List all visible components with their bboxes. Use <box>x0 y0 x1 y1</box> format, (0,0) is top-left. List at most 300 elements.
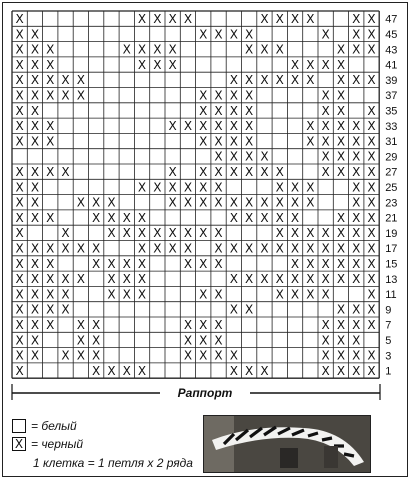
black-stitch-cell: X <box>46 272 55 287</box>
black-stitch-cell: X <box>46 287 55 302</box>
black-stitch-cell: X <box>199 287 208 302</box>
black-stitch-cell: X <box>321 241 330 256</box>
black-stitch-cell: X <box>275 195 284 210</box>
black-stitch-cell: X <box>183 11 193 26</box>
black-stitch-cell: X <box>168 195 177 210</box>
black-stitch-cell: X <box>15 317 24 332</box>
black-stitch-cell: X <box>168 180 177 195</box>
black-stitch-cell: X <box>260 164 269 179</box>
black-stitch-cell: X <box>275 11 284 26</box>
black-stitch-cell: X <box>30 348 40 363</box>
black-stitch-cell: X <box>137 42 147 57</box>
row-number: 39 <box>385 74 398 87</box>
black-stitch-cell: X <box>336 333 346 348</box>
black-stitch-cell: X <box>46 256 55 271</box>
black-stitch-cell: X <box>15 195 24 210</box>
black-stitch-cell: X <box>275 180 284 195</box>
black-stitch-cell: X <box>352 42 361 57</box>
black-stitch-cell: X <box>321 348 330 363</box>
black-stitch-cell: X <box>367 73 376 88</box>
black-stitch-cell: X <box>306 119 315 134</box>
black-stitch-cell: X <box>92 333 101 348</box>
black-stitch-cell: X <box>15 272 24 287</box>
black-stitch-cell: X <box>214 180 223 195</box>
rapport-label: Раппорт <box>177 386 233 400</box>
black-stitch-cell: X <box>245 363 254 378</box>
black-stitch-cell: X <box>336 272 346 287</box>
black-stitch-cell: X <box>260 195 269 210</box>
black-stitch-cell: X <box>46 42 55 57</box>
black-stitch-cell: X <box>352 164 361 179</box>
black-stitch-cell: X <box>15 42 24 57</box>
black-stitch-cell: X <box>137 11 147 26</box>
black-stitch-cell: X <box>30 317 40 332</box>
black-stitch-cell: X <box>336 210 346 225</box>
black-stitch-cell: X <box>321 134 330 149</box>
black-stitch-cell: X <box>367 180 376 195</box>
black-stitch-cell: X <box>199 180 208 195</box>
black-stitch-cell: X <box>245 73 254 88</box>
row-number: 3 <box>385 350 392 363</box>
black-stitch-cell: X <box>199 195 208 210</box>
black-stitch-cell: X <box>260 73 269 88</box>
black-stitch-cell: X <box>367 11 376 26</box>
black-stitch-cell: X <box>30 27 40 42</box>
black-stitch-cell: X <box>153 42 162 57</box>
black-stitch-cell: X <box>15 256 24 271</box>
black-stitch-cell: X <box>229 241 238 256</box>
black-stitch-cell: X <box>229 27 238 42</box>
black-stitch-cell: X <box>92 195 101 210</box>
black-stitch-cell: X <box>260 11 269 26</box>
black-stitch-cell: X <box>15 164 24 179</box>
black-stitch-cell: X <box>352 149 361 164</box>
row-number: 27 <box>385 166 398 179</box>
black-stitch-cell: X <box>336 164 346 179</box>
row-number: 33 <box>385 120 398 133</box>
black-stitch-cell: X <box>245 164 254 179</box>
black-stitch-cell: X <box>352 302 361 317</box>
black-stitch-cell: X <box>46 302 55 317</box>
black-stitch-cell: X <box>168 57 177 72</box>
black-stitch-cell: X <box>30 134 40 149</box>
black-stitch-cell: X <box>183 226 193 241</box>
black-stitch-cell: X <box>245 119 254 134</box>
row-number: 41 <box>385 59 398 72</box>
black-stitch-cell: X <box>214 317 223 332</box>
black-stitch-cell: X <box>336 302 346 317</box>
black-stitch-cell: X <box>199 27 208 42</box>
black-stitch-cell: X <box>214 195 223 210</box>
row-number: 13 <box>385 273 398 286</box>
black-stitch-cell: X <box>199 317 208 332</box>
black-stitch-cell: X <box>76 272 85 287</box>
black-stitch-cell: X <box>229 134 238 149</box>
black-stitch-cell: X <box>367 287 376 302</box>
black-stitch-cell: X <box>30 42 40 57</box>
black-stitch-cell: X <box>15 333 24 348</box>
black-stitch-cell: X <box>214 88 223 103</box>
black-stitch-cell: X <box>336 134 346 149</box>
black-stitch-cell: X <box>137 241 147 256</box>
black-stitch-cell: X <box>352 180 361 195</box>
black-stitch-cell: X <box>352 348 361 363</box>
black-stitch-cell: X <box>30 333 40 348</box>
black-stitch-cell: X <box>229 149 238 164</box>
black-stitch-cell: X <box>15 11 24 26</box>
black-stitch-cell: X <box>168 241 177 256</box>
black-stitch-cell: X <box>168 164 177 179</box>
black-stitch-cell: X <box>199 333 208 348</box>
black-stitch-cell: X <box>214 27 223 42</box>
black-stitch-cell: X <box>15 73 24 88</box>
black-stitch-cell: X <box>199 134 208 149</box>
black-stitch-cell: X <box>122 363 131 378</box>
black-stitch-cell: X <box>367 363 376 378</box>
black-stitch-cell: X <box>92 363 101 378</box>
black-stitch-cell: X <box>183 241 193 256</box>
black-stitch-cell: X <box>122 210 131 225</box>
black-stitch-cell: X <box>199 164 208 179</box>
black-stitch-cell: X <box>352 272 361 287</box>
black-stitch-cell: X <box>199 256 208 271</box>
black-stitch-cell: X <box>367 195 376 210</box>
black-stitch-cell: X <box>199 226 208 241</box>
black-stitch-cell: X <box>61 287 70 302</box>
black-stitch-cell: X <box>352 333 361 348</box>
black-stitch-cell: X <box>61 226 70 241</box>
black-stitch-cell: X <box>214 226 223 241</box>
black-stitch-cell: X <box>260 363 269 378</box>
black-stitch-cell: X <box>107 256 116 271</box>
black-stitch-cell: X <box>183 256 193 271</box>
black-stitch-cell: X <box>352 256 361 271</box>
black-stitch-cell: X <box>214 134 223 149</box>
black-stitch-cell: X <box>290 226 300 241</box>
black-stitch-cell: X <box>260 272 269 287</box>
black-stitch-cell: X <box>321 317 330 332</box>
knitted-stole-photo <box>203 415 371 473</box>
black-stitch-cell: X <box>245 241 254 256</box>
row-number: 11 <box>385 289 397 302</box>
black-stitch-cell: X <box>214 348 223 363</box>
black-stitch-cell: X <box>30 302 40 317</box>
black-stitch-cell: X <box>306 180 315 195</box>
black-stitch-cell: X <box>336 317 346 332</box>
black-stitch-cell: X <box>168 226 177 241</box>
black-stitch-cell: X <box>229 363 238 378</box>
black-stitch-cell: X <box>321 272 330 287</box>
black-stitch-cell: X <box>275 272 284 287</box>
black-stitch-cell: X <box>107 272 116 287</box>
black-stitch-cell: X <box>229 195 238 210</box>
black-stitch-cell: X <box>229 103 238 118</box>
black-stitch-cell: X <box>137 210 147 225</box>
black-stitch-cell: X <box>352 210 361 225</box>
row-number: 35 <box>385 105 398 118</box>
black-stitch-cell: X <box>76 73 85 88</box>
black-stitch-cell: X <box>290 272 300 287</box>
black-stitch-cell: X <box>153 57 162 72</box>
black-stitch-cell: X <box>367 226 376 241</box>
black-stitch-cell: X <box>92 317 101 332</box>
black-stitch-cell: X <box>336 226 346 241</box>
black-stitch-cell: X <box>153 11 162 26</box>
black-stitch-cell: X <box>15 348 24 363</box>
black-stitch-cell: X <box>245 88 254 103</box>
black-stitch-cell: X <box>336 348 346 363</box>
black-stitch-cell: X <box>306 134 315 149</box>
row-number: 43 <box>385 44 398 57</box>
black-stitch-cell: X <box>367 149 376 164</box>
black-stitch-cell: X <box>30 103 40 118</box>
black-stitch-cell: X <box>321 363 330 378</box>
black-stitch-cell: X <box>92 256 101 271</box>
row-number: 23 <box>385 197 398 210</box>
row-number: 19 <box>385 227 398 240</box>
black-stitch-cell: X <box>183 180 193 195</box>
black-stitch-cell: X <box>183 348 193 363</box>
black-stitch-cell: X <box>290 287 300 302</box>
black-stitch-cell: X <box>352 241 361 256</box>
black-stitch-cell: X <box>245 302 254 317</box>
black-stitch-cell: X <box>15 27 24 42</box>
black-stitch-cell: X <box>290 73 300 88</box>
black-stitch-cell: X <box>137 256 147 271</box>
black-stitch-cell: X <box>260 241 269 256</box>
black-stitch-cell: X <box>245 42 254 57</box>
black-stitch-cell: X <box>214 149 223 164</box>
black-stitch-cell: X <box>92 210 101 225</box>
black-stitch-cell: X <box>199 103 208 118</box>
black-stitch-cell: X <box>214 241 223 256</box>
black-stitch-cell: X <box>321 256 330 271</box>
black-stitch-cell: X <box>168 11 177 26</box>
row-number: 9 <box>385 304 392 317</box>
black-stitch-cell: X <box>46 119 55 134</box>
black-stitch-cell: X <box>352 226 361 241</box>
black-stitch-cell: X <box>199 348 208 363</box>
black-stitch-cell: X <box>275 42 284 57</box>
black-stitch-cell: X <box>30 164 40 179</box>
black-stitch-cell: X <box>275 226 284 241</box>
black-stitch-cell: X <box>30 272 40 287</box>
black-stitch-cell: X <box>46 317 55 332</box>
black-stitch-cell: X <box>336 149 346 164</box>
black-stitch-symbol: X <box>12 437 26 451</box>
white-stitch-symbol <box>12 419 26 433</box>
black-stitch-cell: X <box>229 88 238 103</box>
black-stitch-cell: X <box>367 42 376 57</box>
black-stitch-cell: X <box>15 287 24 302</box>
black-stitch-cell: X <box>352 363 361 378</box>
black-stitch-cell: X <box>61 88 70 103</box>
black-stitch-cell: X <box>290 241 300 256</box>
black-stitch-cell: X <box>245 103 254 118</box>
black-stitch-cell: X <box>15 134 24 149</box>
black-stitch-cell: X <box>107 363 116 378</box>
black-stitch-cell: X <box>137 226 147 241</box>
black-stitch-cell: X <box>107 210 116 225</box>
black-stitch-cell: X <box>229 119 238 134</box>
row-number: 1 <box>385 365 392 378</box>
black-stitch-cell: X <box>76 195 85 210</box>
black-stitch-cell: X <box>229 73 238 88</box>
black-stitch-cell: X <box>290 11 300 26</box>
black-stitch-cell: X <box>352 11 361 26</box>
black-stitch-cell: X <box>245 134 254 149</box>
black-stitch-cell: X <box>306 272 315 287</box>
black-stitch-cell: X <box>321 88 330 103</box>
black-stitch-cell: X <box>290 57 300 72</box>
black-stitch-cell: X <box>367 103 376 118</box>
black-stitch-cell: X <box>137 57 147 72</box>
black-stitch-cell: X <box>46 134 55 149</box>
black-stitch-cell: X <box>61 348 70 363</box>
row-number: 31 <box>385 136 398 149</box>
black-stitch-cell: X <box>367 27 376 42</box>
black-stitch-cell: X <box>367 272 376 287</box>
black-stitch-cell: X <box>153 226 162 241</box>
black-stitch-cell: X <box>306 73 315 88</box>
black-stitch-cell: X <box>214 119 223 134</box>
black-stitch-cell: X <box>321 103 330 118</box>
black-stitch-cell: X <box>321 57 330 72</box>
black-stitch-cell: X <box>61 73 70 88</box>
black-stitch-cell: X <box>367 256 376 271</box>
row-number: 5 <box>385 334 392 347</box>
black-stitch-cell: X <box>336 42 346 57</box>
black-stitch-cell: X <box>275 210 284 225</box>
black-stitch-cell: X <box>15 119 24 134</box>
black-stitch-cell: X <box>367 317 376 332</box>
black-stitch-cell: X <box>275 287 284 302</box>
black-stitch-cell: X <box>260 210 269 225</box>
black-stitch-cell: X <box>290 256 300 271</box>
black-stitch-cell: X <box>15 210 24 225</box>
black-stitch-cell: X <box>30 88 40 103</box>
black-stitch-cell: X <box>290 210 300 225</box>
black-stitch-cell: X <box>290 180 300 195</box>
black-stitch-cell: X <box>46 210 55 225</box>
black-stitch-cell: X <box>306 287 315 302</box>
black-stitch-cell: X <box>352 73 361 88</box>
black-stitch-cell: X <box>61 164 70 179</box>
black-stitch-cell: X <box>321 119 330 134</box>
black-stitch-cell: X <box>30 73 40 88</box>
black-stitch-cell: X <box>367 241 376 256</box>
black-stitch-cell: X <box>15 226 24 241</box>
black-stitch-cell: X <box>122 226 131 241</box>
black-stitch-cell: X <box>214 333 223 348</box>
row-numbers <box>385 14 397 378</box>
black-stitch-cell: X <box>352 134 361 149</box>
black-stitch-cell: X <box>336 57 346 72</box>
black-stitch-cell: X <box>306 57 315 72</box>
black-stitch-cell: X <box>229 302 238 317</box>
black-stitch-cell: X <box>15 241 24 256</box>
black-stitch-cell: X <box>245 272 254 287</box>
black-stitch-cell: X <box>61 272 70 287</box>
black-stitch-cell: X <box>321 226 330 241</box>
black-stitch-cell: X <box>290 195 300 210</box>
black-stitch-cell: X <box>61 302 70 317</box>
black-stitch-cell: X <box>260 149 269 164</box>
black-stitch-cell: X <box>336 103 346 118</box>
black-stitch-label: = черный <box>31 437 84 451</box>
row-number: 47 <box>385 13 398 26</box>
black-stitch-cell: X <box>275 241 284 256</box>
row-number: 17 <box>385 243 398 256</box>
black-stitch-cell: X <box>214 287 223 302</box>
black-stitch-cell: X <box>76 241 85 256</box>
black-stitch-cell: X <box>245 195 254 210</box>
black-stitch-cell: X <box>321 149 330 164</box>
black-stitch-cell: X <box>183 317 193 332</box>
black-stitch-cell: X <box>214 256 223 271</box>
black-stitch-cell: X <box>30 57 40 72</box>
black-stitch-cell: X <box>321 164 330 179</box>
black-stitch-cell: X <box>367 348 376 363</box>
row-number: 37 <box>385 90 398 103</box>
black-stitch-cell: X <box>321 27 330 42</box>
black-stitch-cell: X <box>367 134 376 149</box>
black-stitch-cell: X <box>183 195 193 210</box>
black-stitch-cell: X <box>137 363 147 378</box>
black-stitch-cell: X <box>306 256 315 271</box>
black-stitch-cell: X <box>352 119 361 134</box>
black-stitch-cell: X <box>15 88 24 103</box>
black-stitch-cell: X <box>367 210 376 225</box>
black-stitch-cell: X <box>183 333 193 348</box>
black-stitch-cell: X <box>336 73 346 88</box>
row-number: 29 <box>385 151 398 164</box>
black-stitch-cell: X <box>336 241 346 256</box>
black-stitch-cell: X <box>214 103 223 118</box>
black-stitch-cell: X <box>46 164 55 179</box>
black-stitch-cell: X <box>321 333 330 348</box>
black-stitch-cell: X <box>153 180 162 195</box>
black-stitch-cell: X <box>306 11 315 26</box>
black-stitch-cell: X <box>122 272 131 287</box>
black-stitch-cell: X <box>46 73 55 88</box>
black-stitch-cell: X <box>183 119 193 134</box>
black-stitch-cell: X <box>122 287 131 302</box>
black-stitch-cell: X <box>275 73 284 88</box>
black-stitch-cell: X <box>122 256 131 271</box>
black-stitch-cell: X <box>107 287 116 302</box>
black-stitch-cell: X <box>260 42 269 57</box>
black-stitch-cell: X <box>306 226 315 241</box>
black-stitch-cell: X <box>367 119 376 134</box>
row-number: 15 <box>385 258 398 271</box>
black-stitch-cell: X <box>352 317 361 332</box>
black-stitch-cell: X <box>122 42 131 57</box>
rapport-marker <box>12 384 380 401</box>
black-stitch-cell: X <box>76 88 85 103</box>
black-stitch-cell: X <box>153 241 162 256</box>
row-number: 7 <box>385 319 392 332</box>
black-stitch-cell: X <box>336 88 346 103</box>
black-stitch-cell: X <box>92 241 101 256</box>
black-stitch-cell: X <box>229 272 238 287</box>
black-stitch-cell: X <box>168 119 177 134</box>
black-stitch-cell: X <box>92 348 101 363</box>
black-stitch-cell: X <box>168 42 177 57</box>
black-stitch-cell: X <box>15 302 24 317</box>
black-stitch-cell: X <box>229 164 238 179</box>
black-stitch-cell: X <box>245 210 254 225</box>
